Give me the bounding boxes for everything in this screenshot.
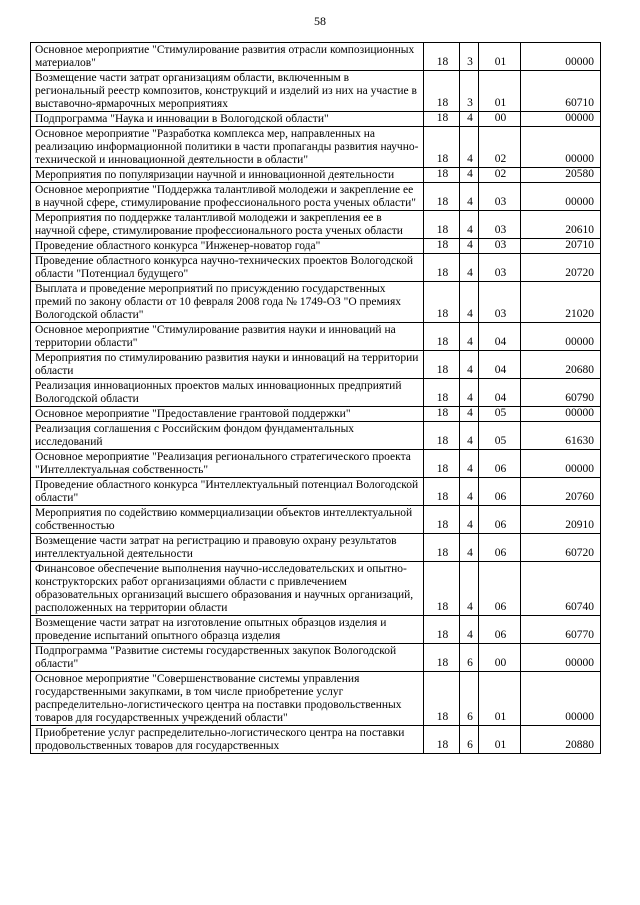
row-code-a-cell: 18 — [424, 254, 460, 282]
row-code-c-cell: 03 — [479, 254, 521, 282]
row-code-a-cell: 18 — [424, 450, 460, 478]
row-code-d-cell: 60770 — [521, 616, 601, 644]
row-name-cell: Основное мероприятие "Реализация регионального стратегического проекта "Интеллектуальная собственность" — [31, 450, 424, 478]
row-code-d-cell: 20910 — [521, 506, 601, 534]
row-code-a-cell: 18 — [424, 379, 460, 407]
row-code-a-cell: 18 — [424, 478, 460, 506]
row-code-c-cell: 06 — [479, 616, 521, 644]
row-code-d-cell: 00000 — [521, 672, 601, 726]
table-row — [31, 672, 601, 726]
budget-table — [30, 42, 601, 754]
table-row — [31, 112, 601, 127]
row-code-d-cell: 00000 — [521, 323, 601, 351]
row-code-c-cell: 05 — [479, 422, 521, 450]
row-code-a-cell: 18 — [424, 43, 460, 71]
row-code-c-cell: 06 — [479, 478, 521, 506]
table-row — [31, 562, 601, 616]
row-code-a-cell: 18 — [424, 71, 460, 112]
row-name-cell: Мероприятия по популяризации научной и инновационной деятельности — [31, 168, 424, 183]
row-code-d-cell: 00000 — [521, 644, 601, 672]
row-code-c-cell: 01 — [479, 726, 521, 754]
row-code-a-cell: 18 — [424, 127, 460, 168]
row-code-b-cell: 4 — [460, 422, 479, 450]
row-code-d-cell: 20720 — [521, 254, 601, 282]
row-name-cell: Мероприятия по поддержке талантливой молодежи и закрепления ее в научной сфере, стимулирование профессионального роста ученых области — [31, 211, 424, 239]
row-code-c-cell: 06 — [479, 506, 521, 534]
row-code-a-cell: 18 — [424, 351, 460, 379]
row-code-a-cell: 18 — [424, 726, 460, 754]
row-code-b-cell: 4 — [460, 168, 479, 183]
row-code-b-cell: 4 — [460, 562, 479, 616]
row-code-c-cell: 04 — [479, 351, 521, 379]
row-code-b-cell: 4 — [460, 282, 479, 323]
row-code-a-cell: 18 — [424, 323, 460, 351]
row-name-cell: Реализация инновационных проектов малых инновационных предприятий Вологодской области — [31, 379, 424, 407]
table-row — [31, 43, 601, 71]
row-code-b-cell: 4 — [460, 478, 479, 506]
row-code-a-cell: 18 — [424, 282, 460, 323]
row-code-c-cell: 06 — [479, 450, 521, 478]
row-name-cell: Основное мероприятие "Разработка комплекса мер, направленных на реализацию информационной политики в части пропаганды развития научно-технической и инновационной деятельности в области" — [31, 127, 424, 168]
table-row — [31, 422, 601, 450]
table-row — [31, 644, 601, 672]
row-name-cell: Финансовое обеспечение выполнения научно-исследовательских и опытно-конструкторских работ организациями области с привлечением образовательных организаций высшего образования и научных организаций, расположенных на территории области — [31, 562, 424, 616]
row-code-b-cell: 4 — [460, 534, 479, 562]
row-name-cell: Мероприятия по содействию коммерциализации объектов интеллектуальной собственностью — [31, 506, 424, 534]
table-row — [31, 478, 601, 506]
row-code-b-cell: 4 — [460, 211, 479, 239]
row-code-d-cell: 20610 — [521, 211, 601, 239]
table-body — [31, 43, 601, 754]
row-code-d-cell: 00000 — [521, 112, 601, 127]
row-code-d-cell: 61630 — [521, 422, 601, 450]
row-code-d-cell: 21020 — [521, 282, 601, 323]
table-row — [31, 506, 601, 534]
table-row — [31, 407, 601, 422]
row-code-c-cell: 03 — [479, 239, 521, 254]
table-row — [31, 323, 601, 351]
row-name-cell: Возмещение части затрат организациям области, включенным в региональный реестр композитов, конструкций и изделий из них на участие в выставочно-ярмарочных мероприятиях — [31, 71, 424, 112]
table-row — [31, 71, 601, 112]
row-code-b-cell: 6 — [460, 672, 479, 726]
table-row — [31, 726, 601, 754]
row-code-b-cell: 4 — [460, 351, 479, 379]
row-name-cell: Проведение областного конкурса "Интеллектуальный потенциал Вологодской области" — [31, 478, 424, 506]
row-code-d-cell: 00000 — [521, 407, 601, 422]
row-code-d-cell: 00000 — [521, 127, 601, 168]
row-code-d-cell: 60710 — [521, 71, 601, 112]
row-code-d-cell: 20880 — [521, 726, 601, 754]
row-code-b-cell: 3 — [460, 43, 479, 71]
row-code-d-cell: 00000 — [521, 43, 601, 71]
page-number: 58 — [314, 14, 326, 28]
table-row — [31, 379, 601, 407]
row-name-cell: Основное мероприятие "Совершенствование системы управления государственными закупками, в том числе приобретение услуг распределительно-логистического центра на поставки продовольственных товаров для государственных учреждений области" — [31, 672, 424, 726]
row-code-b-cell: 4 — [460, 506, 479, 534]
row-name-cell: Подпрограмма "Развитие системы государственных закупок Вологодской области" — [31, 644, 424, 672]
row-code-b-cell: 4 — [460, 616, 479, 644]
row-code-a-cell: 18 — [424, 534, 460, 562]
row-name-cell: Приобретение услуг распределительно-логистического центра на поставки продовольственных товаров для государственных — [31, 726, 424, 754]
row-name-cell: Возмещение части затрат на изготовление опытных образцов изделия и проведение испытаний опытного образца изделия — [31, 616, 424, 644]
row-code-d-cell: 00000 — [521, 450, 601, 478]
row-code-b-cell: 4 — [460, 127, 479, 168]
row-code-c-cell: 01 — [479, 71, 521, 112]
table-row — [31, 168, 601, 183]
table-row — [31, 282, 601, 323]
row-code-c-cell: 06 — [479, 534, 521, 562]
table-row — [31, 183, 601, 211]
table-row — [31, 534, 601, 562]
row-code-c-cell: 03 — [479, 211, 521, 239]
row-code-a-cell: 18 — [424, 112, 460, 127]
row-name-cell: Проведение областного конкурса "Инженер-новатор года" — [31, 239, 424, 254]
table-row — [31, 127, 601, 168]
row-code-a-cell: 18 — [424, 562, 460, 616]
row-code-c-cell: 05 — [479, 407, 521, 422]
table-row — [31, 450, 601, 478]
row-code-b-cell: 4 — [460, 239, 479, 254]
row-code-d-cell: 20710 — [521, 239, 601, 254]
row-code-c-cell: 01 — [479, 672, 521, 726]
row-name-cell: Мероприятия по стимулированию развития науки и инноваций на территории области — [31, 351, 424, 379]
row-name-cell: Основное мероприятие "Стимулирование развития науки и инноваций на территории области" — [31, 323, 424, 351]
row-code-a-cell: 18 — [424, 183, 460, 211]
row-code-d-cell: 60790 — [521, 379, 601, 407]
table-row — [31, 616, 601, 644]
row-code-b-cell: 6 — [460, 644, 479, 672]
row-code-d-cell: 20580 — [521, 168, 601, 183]
table-row — [31, 351, 601, 379]
row-code-b-cell: 4 — [460, 112, 479, 127]
row-name-cell: Подпрограмма "Наука и инновации в Вологодской области" — [31, 112, 424, 127]
row-code-a-cell: 18 — [424, 506, 460, 534]
row-code-d-cell: 20680 — [521, 351, 601, 379]
row-code-a-cell: 18 — [424, 616, 460, 644]
row-code-b-cell: 3 — [460, 71, 479, 112]
row-code-c-cell: 03 — [479, 183, 521, 211]
row-name-cell: Проведение областного конкурса научно-технических проектов Вологодской области "Потенциал будущего" — [31, 254, 424, 282]
row-code-a-cell: 18 — [424, 211, 460, 239]
row-code-b-cell: 4 — [460, 450, 479, 478]
row-code-c-cell: 02 — [479, 168, 521, 183]
row-code-c-cell: 01 — [479, 43, 521, 71]
row-code-b-cell: 4 — [460, 254, 479, 282]
row-code-c-cell: 02 — [479, 127, 521, 168]
row-code-b-cell: 4 — [460, 183, 479, 211]
row-code-d-cell: 60720 — [521, 534, 601, 562]
row-name-cell: Выплата и проведение мероприятий по присуждению государственных премий по закону области от 10 февраля 2008 года № 1749-ОЗ "О премиях Вологодской области" — [31, 282, 424, 323]
row-code-c-cell: 00 — [479, 644, 521, 672]
row-code-c-cell: 03 — [479, 282, 521, 323]
row-code-c-cell: 00 — [479, 112, 521, 127]
row-code-a-cell: 18 — [424, 168, 460, 183]
row-name-cell: Возмещение части затрат на регистрацию и правовую охрану результатов интеллектуальной деятельности — [31, 534, 424, 562]
row-name-cell: Основное мероприятие "Поддержка талантливой молодежи и закрепление ее в научной сфере, стимулирование профессионального роста ученых области" — [31, 183, 424, 211]
row-code-a-cell: 18 — [424, 672, 460, 726]
row-name-cell: Основное мероприятие "Предоставление грантовой поддержки" — [31, 407, 424, 422]
row-code-c-cell: 04 — [479, 323, 521, 351]
table-row — [31, 254, 601, 282]
table-row — [31, 239, 601, 254]
row-code-b-cell: 4 — [460, 379, 479, 407]
row-code-a-cell: 18 — [424, 422, 460, 450]
row-code-b-cell: 6 — [460, 726, 479, 754]
row-code-b-cell: 4 — [460, 323, 479, 351]
row-name-cell: Основное мероприятие "Стимулирование развития отрасли композиционных материалов" — [31, 43, 424, 71]
row-code-a-cell: 18 — [424, 407, 460, 422]
row-code-b-cell: 4 — [460, 407, 479, 422]
row-name-cell: Реализация соглашения с Российским фондом фундаментальных исследований — [31, 422, 424, 450]
row-code-a-cell: 18 — [424, 239, 460, 254]
row-code-c-cell: 04 — [479, 379, 521, 407]
table-row — [31, 211, 601, 239]
row-code-d-cell: 00000 — [521, 183, 601, 211]
row-code-d-cell: 60740 — [521, 562, 601, 616]
row-code-c-cell: 06 — [479, 562, 521, 616]
row-code-d-cell: 20760 — [521, 478, 601, 506]
row-code-a-cell: 18 — [424, 644, 460, 672]
